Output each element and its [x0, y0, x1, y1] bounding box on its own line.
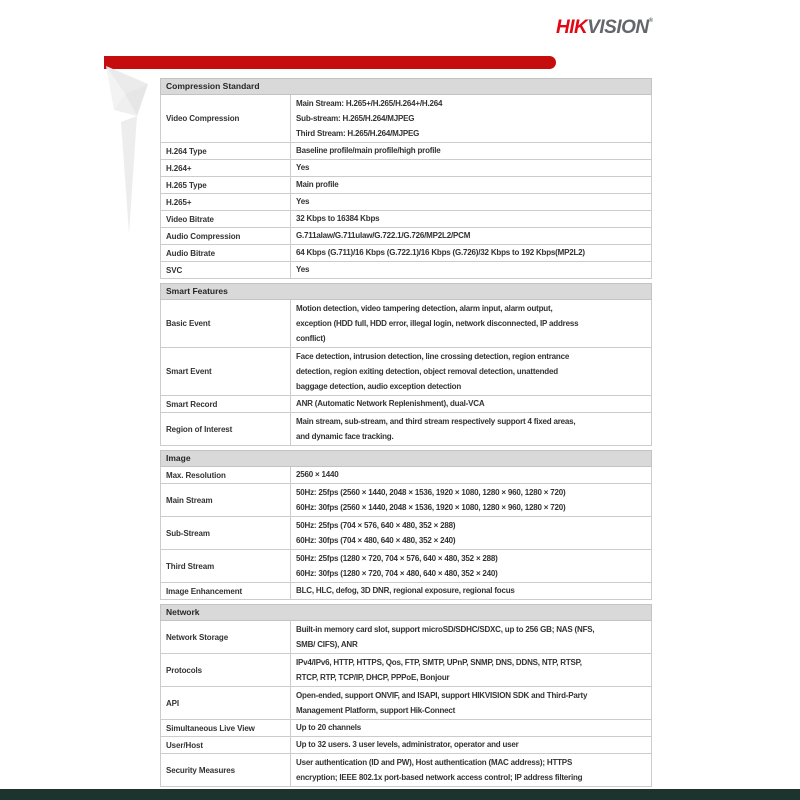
spec-label: Audio Compression [161, 228, 291, 244]
spec-value-line: 64 Kbps (G.711)/16 Kbps (G.722.1)/16 Kbps (G.726)/32 Kbps to 192 Kbps(MP2L2) [296, 248, 585, 257]
spec-value [291, 262, 651, 278]
hikvision-arrow-watermark-icon [100, 62, 162, 247]
spec-value [291, 687, 651, 719]
spec-value-line: Baseline profile/main profile/high profile [296, 146, 441, 155]
spec-row [160, 160, 652, 177]
spec-value [291, 348, 651, 395]
spec-value [291, 245, 651, 261]
spec-row [160, 550, 652, 583]
spec-label: Third Stream [161, 550, 291, 582]
spec-value-line: BLC, HLC, defog, 3D DNR, regional exposure, regional focus [296, 586, 515, 595]
hikvision-logo [556, 17, 653, 39]
spec-value [291, 754, 651, 786]
spec-label: Smart Record [161, 396, 291, 412]
spec-table [160, 78, 652, 791]
spec-row [160, 737, 652, 754]
spec-value [291, 720, 651, 736]
spec-value [291, 228, 651, 244]
spec-value-line: Main Stream: H.265+/H.265/H.264+/H.264 [296, 99, 443, 108]
spec-label: Audio Bitrate [161, 245, 291, 261]
spec-section [160, 78, 652, 279]
spec-value [291, 160, 651, 176]
spec-value [291, 300, 651, 347]
spec-row [160, 245, 652, 262]
section-header: Image [160, 450, 652, 467]
spec-label: Simultaneous Live View [161, 720, 291, 736]
spec-label: API [161, 687, 291, 719]
spec-value-line: RTCP, RTP, TCP/IP, DHCP, PPPoE, Bonjour [296, 673, 450, 682]
spec-row [160, 517, 652, 550]
spec-value-line: 60Hz: 30fps (1280 × 720, 704 × 480, 640 × 480, 352 × 240) [296, 569, 498, 578]
spec-value-line: encryption; IEEE 802.1x port-based network access control; IP address filtering [296, 773, 583, 782]
spec-value-line: Yes [296, 163, 310, 172]
spec-value-line: Face detection, intrusion detection, line crossing detection, region entrance [296, 352, 570, 361]
spec-label: Video Compression [161, 95, 291, 142]
spec-value-line: 32 Kbps to 16384 Kbps [296, 214, 380, 223]
spec-label: Sub-Stream [161, 517, 291, 549]
spec-value-line: 60Hz: 30fps (2560 × 1440, 2048 × 1536, 1920 × 1080, 1280 × 960, 1280 × 720) [296, 503, 566, 512]
spec-value-line: exception (HDD full, HDD error, illegal login, network disconnected, IP address [296, 319, 579, 328]
spec-section [160, 450, 652, 600]
spec-label: H.265 Type [161, 177, 291, 193]
spec-value [291, 396, 651, 412]
spec-value-line: Up to 20 channels [296, 723, 362, 732]
spec-label: Security Measures [161, 754, 291, 786]
spec-value-line: Yes [296, 197, 310, 206]
spec-value-line: baggage detection, audio exception detection [296, 382, 462, 391]
spec-label: H.265+ [161, 194, 291, 210]
spec-row [160, 194, 652, 211]
logo-text-gray: VISION [587, 17, 649, 38]
spec-section [160, 283, 652, 446]
spec-row [160, 484, 652, 517]
section-header: Smart Features [160, 283, 652, 300]
spec-value-line: conflict) [296, 334, 326, 343]
spec-row [160, 300, 652, 348]
spec-value-line: Main profile [296, 180, 339, 189]
section-header: Compression Standard [160, 78, 652, 95]
spec-row [160, 348, 652, 396]
spec-value-line: User authentication (ID and PW), Host authentication (MAC address); HTTPS [296, 758, 573, 767]
spec-label: Basic Event [161, 300, 291, 347]
spec-value-line: G.711alaw/G.711ulaw/G.722.1/G.726/MP2L2/PCM [296, 231, 471, 240]
spec-label: Main Stream [161, 484, 291, 516]
spec-label: Video Bitrate [161, 211, 291, 227]
spec-row [160, 95, 652, 143]
spec-value-line: SMB/ CIFS), ANR [296, 640, 358, 649]
spec-label: Smart Event [161, 348, 291, 395]
spec-value-line: detection, region exiting detection, object removal detection, unattended [296, 367, 558, 376]
spec-value-line: Management Platform, support Hik-Connect [296, 706, 456, 715]
spec-value-line: 60Hz: 30fps (704 × 480, 640 × 480, 352 × 240) [296, 536, 456, 545]
spec-value-line: IPv4/IPv6, HTTP, HTTPS, Qos, FTP, SMTP, UPnP, SNMP, DNS, DDNS, NTP, RTSP, [296, 658, 582, 667]
section-header: Network [160, 604, 652, 621]
spec-label: Network Storage [161, 621, 291, 653]
spec-value-line: 50Hz: 25fps (1280 × 720, 704 × 576, 640 × 480, 352 × 288) [296, 554, 498, 563]
spec-value-line: ANR (Automatic Network Replenishment), dual-VCA [296, 399, 485, 408]
spec-value-line: Yes [296, 265, 310, 274]
spec-row [160, 262, 652, 279]
spec-row [160, 621, 652, 654]
spec-label: Image Enhancement [161, 583, 291, 599]
spec-value-line: Motion detection, video tampering detection, alarm input, alarm output, [296, 304, 553, 313]
spec-row [160, 228, 652, 245]
spec-row [160, 143, 652, 160]
spec-label: Region of Interest [161, 413, 291, 445]
spec-label: H.264 Type [161, 143, 291, 159]
spec-value-line: 50Hz: 25fps (2560 × 1440, 2048 × 1536, 1920 × 1080, 1280 × 960, 1280 × 720) [296, 488, 566, 497]
spec-value [291, 484, 651, 516]
spec-row [160, 177, 652, 194]
spec-label: Protocols [161, 654, 291, 686]
spec-value [291, 194, 651, 210]
spec-value [291, 211, 651, 227]
spec-value [291, 517, 651, 549]
logo-text-red: HIK [556, 17, 588, 38]
footer-bar [0, 789, 800, 800]
red-accent-bar [104, 56, 556, 69]
spec-label: H.264+ [161, 160, 291, 176]
spec-row [160, 467, 652, 484]
spec-value-line: Third Stream: H.265/H.264/MJPEG [296, 129, 420, 138]
spec-row [160, 754, 652, 787]
spec-row [160, 396, 652, 413]
spec-value [291, 413, 651, 445]
spec-row [160, 654, 652, 687]
spec-value-line: and dynamic face tracking. [296, 432, 394, 441]
spec-label: User/Host [161, 737, 291, 753]
spec-value-line: Up to 32 users. 3 user levels, administrator, operator and user [296, 740, 519, 749]
spec-row [160, 583, 652, 600]
spec-value [291, 143, 651, 159]
spec-row [160, 413, 652, 446]
registered-trademark-icon: ® [648, 18, 653, 24]
spec-value [291, 737, 651, 753]
spec-value-line: Main stream, sub-stream, and third stream respectively support 4 fixed areas, [296, 417, 576, 426]
spec-row [160, 720, 652, 737]
spec-value-line: 2560 × 1440 [296, 470, 339, 479]
spec-row [160, 687, 652, 720]
spec-value [291, 95, 651, 142]
spec-value-line: Built-in memory card slot, support microSD/SDHC/SDXC, up to 256 GB; NAS (NFS, [296, 625, 595, 634]
spec-value [291, 550, 651, 582]
spec-value-line: 50Hz: 25fps (704 × 576, 640 × 480, 352 × 288) [296, 521, 456, 530]
spec-value [291, 583, 651, 599]
spec-label: Max. Resolution [161, 467, 291, 483]
spec-row [160, 211, 652, 228]
spec-value [291, 177, 651, 193]
spec-value [291, 621, 651, 653]
spec-value [291, 654, 651, 686]
spec-label: SVC [161, 262, 291, 278]
spec-section [160, 604, 652, 787]
spec-value-line: Sub-stream: H.265/H.264/MJPEG [296, 114, 415, 123]
spec-value-line: Open-ended, support ONVIF, and ISAPI, support HIKVISION SDK and Third-Party [296, 691, 588, 700]
spec-value [291, 467, 651, 483]
